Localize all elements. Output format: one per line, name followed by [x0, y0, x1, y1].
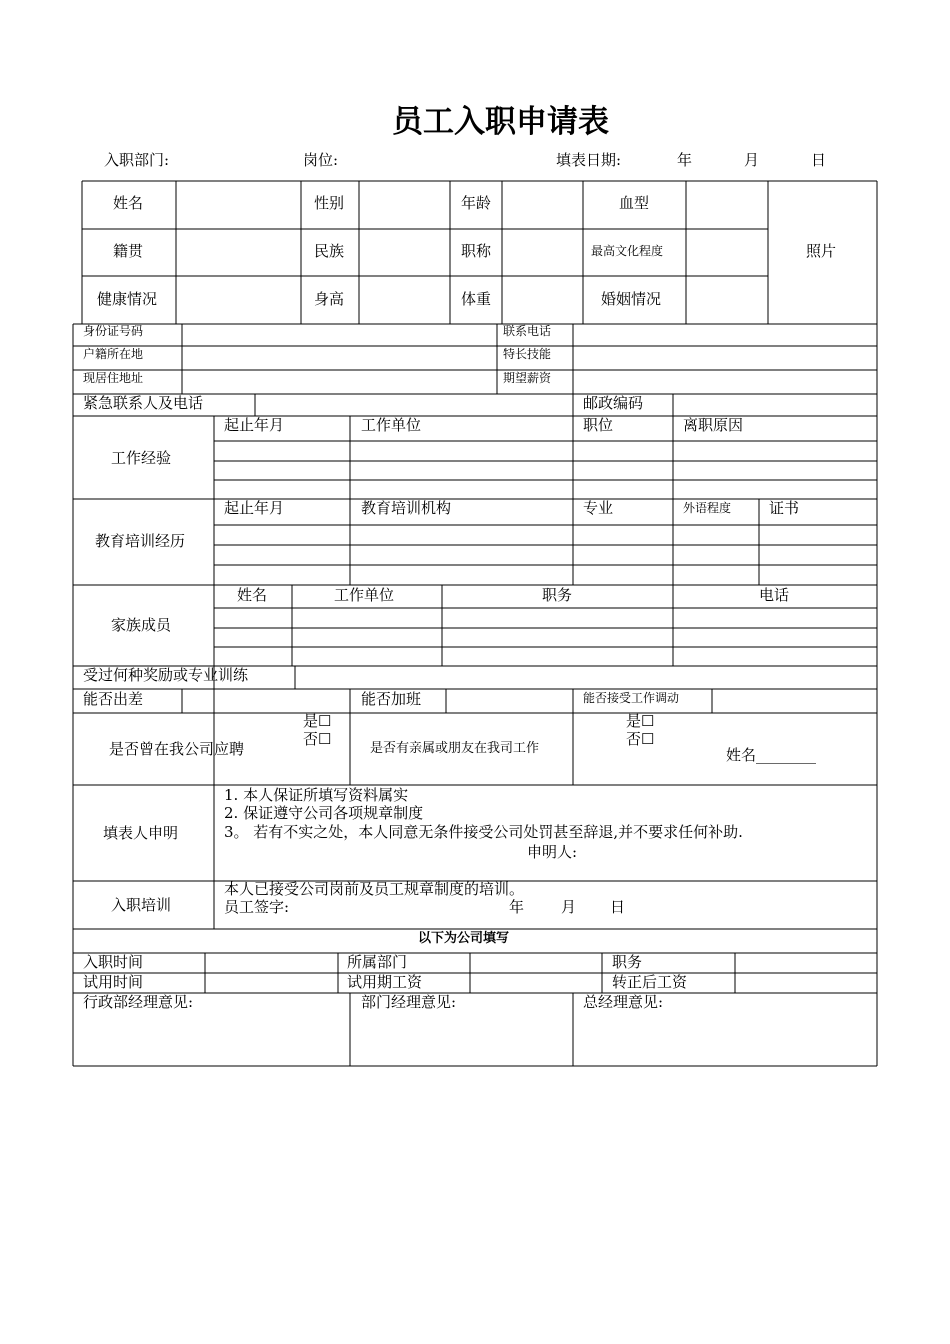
- label-health: 健康情况: [97, 290, 158, 308]
- declaration-item-2: 2. 保证遵守公司各项规章制度: [224, 804, 424, 822]
- training-signature: 员工签字:: [224, 898, 290, 916]
- label-weight: 体重: [461, 290, 492, 308]
- label-phone: 联系电话: [503, 324, 552, 338]
- label-department: 所属部门: [347, 953, 408, 971]
- label-postcode: 邮政编码: [583, 394, 644, 412]
- date-label: 填表日期:: [556, 151, 622, 169]
- label-relatives: 是否有亲属或朋友在我司工作: [370, 741, 540, 756]
- edu-certificate-header: 证书: [769, 499, 800, 517]
- dept-label: 入职部门:: [104, 151, 170, 169]
- applied-no-checkbox[interactable]: 否☐: [303, 730, 332, 748]
- label-travel: 能否出差: [83, 690, 144, 708]
- company-heading: 以下为公司填写: [418, 931, 510, 946]
- section-family: 家族成员: [111, 616, 172, 634]
- label-native-place: 籍贯: [113, 242, 144, 260]
- training-month: 月: [561, 898, 577, 916]
- label-probation-time: 试用时间: [83, 973, 144, 991]
- family-duty-header: 职务: [542, 586, 573, 604]
- photo-placeholder: 照片: [806, 242, 837, 260]
- label-expected-salary: 期望薪资: [503, 371, 552, 385]
- label-regular-salary: 转正后工资: [612, 973, 688, 991]
- label-overtime: 能否加班: [361, 690, 422, 708]
- label-name: 姓名: [113, 194, 144, 212]
- label-blood-type: 血型: [619, 194, 650, 212]
- label-admin-opinion: 行政部经理意见:: [83, 993, 194, 1011]
- label-household-address: 户籍所在地: [83, 347, 144, 361]
- work-leave-reason-header: 离职原因: [683, 416, 744, 434]
- relatives-no-checkbox[interactable]: 否☐: [626, 730, 655, 748]
- family-phone-header: 电话: [759, 586, 790, 604]
- label-dept-opinion: 部门经理意见:: [361, 993, 457, 1011]
- declaration-item-3: 3。 若有不实之处，本人同意无条件接受公司处罚甚至辞退,并不要求任何补助.: [224, 823, 743, 841]
- label-gm-opinion: 总经理意见:: [583, 993, 664, 1011]
- date-month: 月: [744, 151, 760, 169]
- section-work: 工作经验: [111, 449, 172, 467]
- section-declaration: 填表人申明: [103, 824, 179, 842]
- family-name-header: 姓名: [237, 586, 268, 604]
- edu-major-header: 专业: [583, 499, 614, 517]
- date-year: 年: [677, 151, 693, 169]
- label-age: 年龄: [461, 194, 492, 212]
- relative-name-field[interactable]: 姓名________: [726, 746, 817, 764]
- label-marriage: 婚姻情况: [601, 290, 662, 308]
- edu-institution-header: 教育培训机构: [361, 499, 452, 517]
- declaration-item-1: 1. 本人保证所填写资料属实: [224, 786, 409, 804]
- declaration-signer: 申明人:: [527, 843, 578, 861]
- label-id-number: 身份证号码: [83, 324, 144, 338]
- label-company-duty: 职务: [612, 953, 643, 971]
- position-label: 岗位:: [303, 151, 339, 169]
- label-gender: 性别: [314, 194, 345, 212]
- label-height: 身高: [314, 290, 345, 308]
- label-entry-time: 入职时间: [83, 953, 144, 971]
- edu-period-header: 起止年月: [224, 499, 285, 517]
- work-period-header: 起止年月: [224, 416, 285, 434]
- page-title: 员工入职申请表: [392, 104, 609, 140]
- relatives-yes-checkbox[interactable]: 是☐: [626, 712, 655, 730]
- training-day: 日: [610, 898, 626, 916]
- label-skills: 特长技能: [503, 347, 552, 361]
- section-training: 入职培训: [111, 896, 172, 914]
- date-day: 日: [811, 151, 827, 169]
- applied-yes-checkbox[interactable]: 是☐: [303, 712, 332, 730]
- label-emergency: 紧急联系人及电话: [83, 394, 204, 412]
- training-year: 年: [509, 898, 525, 916]
- work-position-header: 职位: [583, 416, 614, 434]
- label-title: 职称: [461, 242, 492, 260]
- family-company-header: 工作单位: [334, 586, 395, 604]
- edu-language-header: 外语程度: [683, 501, 732, 515]
- label-education: 最高文化程度: [591, 244, 664, 258]
- work-company-header: 工作单位: [361, 416, 422, 434]
- label-probation-salary: 试用期工资: [347, 973, 423, 991]
- label-transfer: 能否接受工作调动: [583, 691, 680, 705]
- label-applied-before: 是否曾在我公司应聘: [109, 740, 245, 758]
- training-text: 本人已接受公司岗前及员工规章制度的培训。: [224, 880, 525, 898]
- label-current-address: 现居住地址: [83, 371, 144, 385]
- label-awards: 受过何种奖励或专业训练: [83, 666, 249, 684]
- label-ethnicity: 民族: [314, 242, 345, 260]
- section-education: 教育培训经历: [95, 532, 186, 550]
